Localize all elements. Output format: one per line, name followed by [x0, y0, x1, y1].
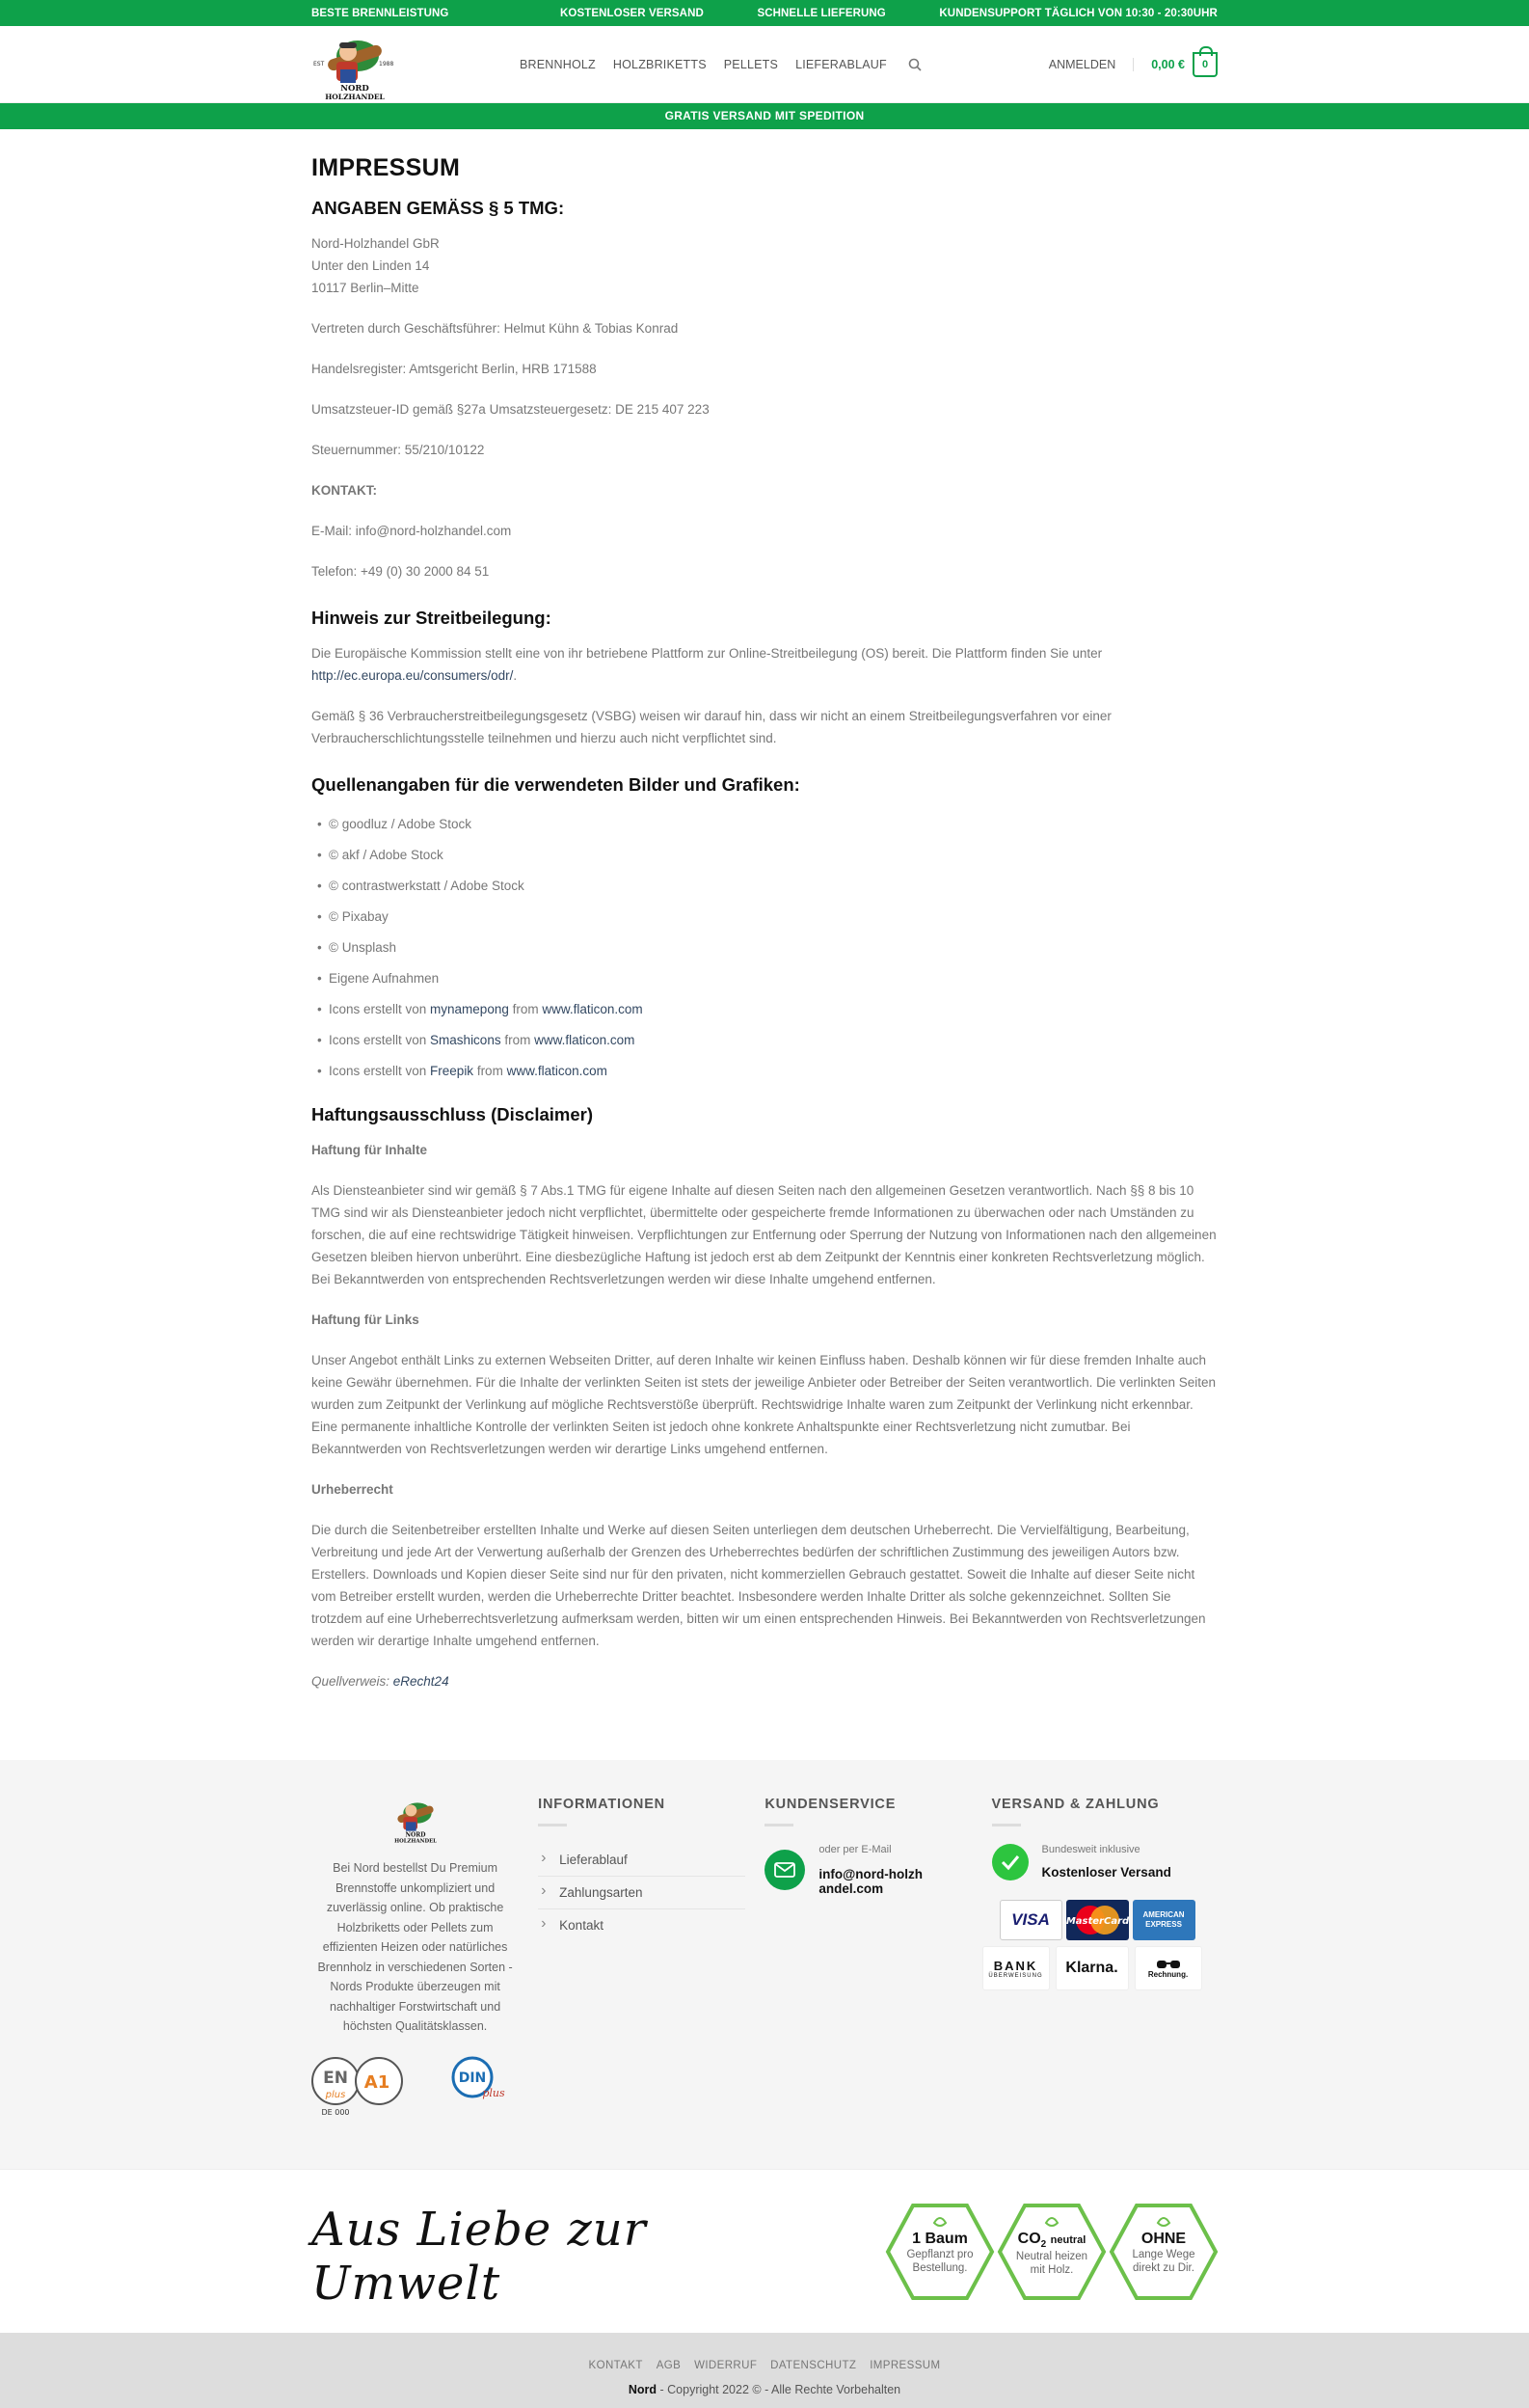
nav-lieferablauf[interactable]: LIEFERABLAUF [795, 58, 887, 71]
main-nav [520, 58, 922, 71]
managing-directors: Vertreten durch Geschäftsführer: Helmut Kühn & Tobias Konrad [311, 321, 679, 336]
copyright [0, 2383, 1529, 2396]
topbar-usp-shipping: KOSTENLOSER VERSAND [560, 7, 704, 19]
klarna-label: Klarna. [1065, 1960, 1118, 1976]
credit-prefix: Icons erstellt von [329, 1064, 431, 1078]
section-tmg-title: ANGABEN GEMÄSS § 5 TMG: [311, 198, 565, 218]
list-item [311, 994, 1218, 1025]
enplus-grade-label: A1 [363, 2071, 390, 2093]
klarna-icon [1056, 1946, 1129, 1990]
hex2-sub: Neutral heizen mit Holz. [1015, 2251, 1088, 2277]
list-item [311, 1056, 1218, 1087]
hex-tree [886, 2204, 994, 2300]
invoice-label: Rechnung. [1147, 1969, 1189, 1979]
footer-logo-icon [387, 1789, 444, 1849]
bottom-link-datenschutz[interactable]: DATENSCHUTZ [770, 2360, 857, 2371]
footer-widgets [0, 1760, 1529, 2169]
invoice-icon [1135, 1946, 1202, 1990]
din-plus-label: plus [482, 2086, 505, 2099]
check-icon [992, 1844, 1029, 1880]
login-link[interactable]: ANMELDEN [1049, 58, 1134, 71]
company-name: Nord-Holzhandel GbR [311, 236, 440, 251]
hex3-title: OHNE [1140, 2231, 1187, 2247]
dispute-title: Hinweis zur Streitbeilegung: [311, 608, 551, 628]
bottom-link-impressum[interactable]: IMPRESSUM [870, 2360, 941, 2371]
hex1-sub: Gepflanzt pro Bestellung. [906, 2249, 974, 2274]
footer-link-zahlungsarten[interactable]: › Zahlungsarten [538, 1877, 745, 1909]
tax-number: Steuernummer: 55/210/10122 [311, 443, 485, 457]
enplus-plus-label: plus [325, 2089, 346, 2100]
credit-prefix: Icons erstellt von [329, 1033, 431, 1047]
footer-link-lieferablauf[interactable]: › Lieferablauf [538, 1844, 745, 1877]
flaticon-link[interactable]: www.flaticon.com [506, 1064, 607, 1078]
shipping-small: Bundesweit inklusive [1041, 1844, 1140, 1855]
dispute-text-body: Die Europäische Kommission stellt eine von ihr betriebene Plattform zur Online-Streitbeilegung (OS) bereit. Die Plattform finden Sie unter [311, 646, 1103, 661]
logo-lumberjack-icon [311, 27, 398, 102]
credit-prefix: Icons erstellt von [329, 1002, 431, 1016]
hex3-sub: Lange Wege direkt zu Dir. [1132, 2249, 1195, 2274]
nav-holzbriketts[interactable]: HOLZBRIKETTS [612, 58, 707, 71]
hex2-neutral: neutral [1050, 2234, 1086, 2246]
service-email-box[interactable] [764, 1844, 972, 1896]
list-item: • © akf / Adobe Stock [311, 840, 1218, 871]
mastercard-label: MasterCard [1065, 1916, 1129, 1927]
eco-slogan: Aus Liebe zur Umwelt [311, 2203, 647, 2311]
service-email-label: oder per E-Mail [818, 1844, 892, 1855]
source-reference [311, 1670, 1218, 1692]
glasses-icon [1156, 1959, 1181, 1970]
visa-icon [1000, 1900, 1062, 1940]
bank-label: BANK [993, 1958, 1038, 1973]
credit-mid: from [508, 1002, 543, 1016]
hex2-subscript: 2 [1040, 2239, 1047, 2251]
company-address [311, 232, 1218, 299]
svg-text:HOLZHANDEL: HOLZHANDEL [325, 93, 385, 101]
cart-icon[interactable]: 0 [1193, 52, 1218, 77]
flaticon-link[interactable]: www.flaticon.com [534, 1033, 635, 1047]
vsbg-text: Gemäß § 36 Verbraucherstreitbeilegungsgesetz (VSBG) weisen wir darauf hin, dass wir nicht an einem Streitbeilegungsverfahren vor einer Verbraucherschlichtungsstelle teilnehmen und hierzu auch nicht verpflichtet sind. [311, 709, 1112, 745]
company-city: 10117 Berlin–Mitte [311, 281, 419, 295]
copyright-title: Urheberrecht [311, 1482, 393, 1497]
copyright-text: Die durch die Seitenbetreiber erstellten Inhalte und Werke auf diesen Seiten unterliegen dem deutschen Urheberrecht. Die Vervielfältigung, Bearbeitung, Verbreitung und jede Art der Verwertung außerhalb der Grenzen des Urheberrechtes bedürfen der schriftlichen Zustimmung des jeweiligen Autors bzw. Erstellers. Downloads und Kopien dieser Seite sind nur für den privaten, nicht kommerziellen Gebrauch gestattet. Soweit die Inhalte auf dieser Seite nicht vom Betreiber erstellt wurden, werden die Urheberrechte Dritter beachtet. Insbesondere werden Inhalte Dritter als solche gekennzeichnet. Sollten Sie trotzdem auf eine Urheberrechtsverletzung aufmerksam werden, bitten wir um einen entsprechenden Hinweis. Bei Bekanntwerden von Rechtsverletzungen werden wir derartige Inhalte umgehend entfernen. [311, 1523, 1206, 1648]
header-account [1049, 52, 1218, 77]
links-liability-title: Haftung für Links [311, 1312, 419, 1327]
shipping-banner: GRATIS VERSAND MIT SPEDITION [0, 103, 1529, 129]
topbar-usp-burn: BESTE BRENNLEISTUNG [311, 7, 449, 19]
credit-mid: from [473, 1064, 507, 1078]
list-item: • Eigene Aufnahmen [311, 963, 1218, 994]
search-icon[interactable] [908, 58, 922, 71]
service-email[interactable]: info@nord-holzhandel.com [818, 1867, 923, 1896]
footer-shipping-payment [988, 1779, 1218, 2118]
eco-band [0, 2169, 1529, 2333]
credit-author-link[interactable]: Freepik [430, 1064, 474, 1078]
contact-email: E-Mail: info@nord-holzhandel.com [311, 524, 512, 538]
top-bar [0, 0, 1529, 26]
amex-label: AMERICAN EXPRESS [1142, 1910, 1185, 1929]
din-plus-badge-icon [447, 2054, 509, 2108]
bank-transfer-icon [982, 1946, 1050, 1990]
main-content [0, 129, 1529, 1692]
divider [992, 1824, 1021, 1826]
list-item: • © goodluz / Adobe Stock [311, 809, 1218, 840]
vat-id: Umsatzsteuer-ID gemäß §27a Umsatzsteuergesetz: DE 215 407 223 [311, 402, 710, 417]
divider [538, 1824, 567, 1826]
svg-text:EST: EST [313, 61, 325, 68]
divider [764, 1824, 793, 1826]
svg-text:HOLZHANDEL: HOLZHANDEL [393, 1838, 437, 1845]
odr-link[interactable]: http://ec.europa.eu/consumers/odr/ [311, 668, 514, 683]
footer-about [311, 1779, 538, 2118]
enplus-code-label: DE 000 [321, 2107, 350, 2117]
credit-author-link[interactable]: mynamepong [430, 1002, 509, 1016]
mail-icon [764, 1850, 805, 1890]
nav-pellets[interactable]: PELLETS [723, 58, 779, 71]
certifications [311, 2054, 519, 2118]
footer-about-text: Bei Nord bestellst Du Premium Brennstoffe unkompliziert und zuverlässig online. Ob praktische Holzbriketts oder Pellets zum effizienten Heizen oder natürliches Brennholz in verschiedenen Sorten - Nords Produkte überzeugen mit nachhaltiger Forstwirtschaft und höchsten Qualitätsklassen. [317, 1861, 513, 2033]
footer-shipping-title: VERSAND & ZAHLUNG [991, 1797, 1160, 1812]
svg-text:1988: 1988 [379, 61, 394, 68]
links-liability-text: Unser Angebot enthält Links zu externen Webseiten Dritter, auf deren Inhalte wir keinen Einfluss haben. Deshalb können wir für diese fremden Inhalte auch keine Gewähr übernehmen. Für die Inhalte der verlinkten Seiten ist stets der jeweilige Anbieter oder Betreiber der Seiten verantwortlich. Die verlinkten Seiten wurden zum Zeitpunkt der Verlinkung auf mögliche Rechtsverstöße überprüft. Rechtswidrige Inhalte waren zum Zeitpunkt der Verlinkung nicht erkennbar. Eine permanente inhaltliche Kontrolle der verlinkten Seiten ist jedoch ohne konkrete Anhaltspunkte einer Rechtsverletzung nicht zumutbar. Bei Bekanntwerden von Rechtsverletzungen werden wir derartige Links umgehend entfernen. [311, 1353, 1216, 1456]
header [0, 26, 1529, 103]
disclaimer-title: Haftungsausschluss (Disclaimer) [311, 1104, 593, 1124]
footer-service [764, 1779, 991, 2118]
hex-ohne [1110, 2204, 1218, 2300]
bottom-link-widerruf[interactable]: WIDERRUF [694, 2360, 758, 2371]
din-label: DIN [458, 2070, 487, 2086]
trade-register: Handelsregister: Amtsgericht Berlin, HRB 171588 [311, 362, 597, 376]
dispute-text [311, 642, 1218, 687]
footer-information [538, 1779, 764, 2118]
svg-text:NORD: NORD [340, 84, 369, 94]
footer-link-kontakt[interactable]: › Kontakt [538, 1909, 745, 1941]
shipping-big: Kostenloser Versand [1041, 1865, 1171, 1880]
nav-brennholz[interactable]: BRENNHOLZ [520, 58, 596, 71]
list-item: • © Pixabay [311, 902, 1218, 933]
hex2-title [998, 2231, 1106, 2250]
hex2-co: CO [1017, 2231, 1041, 2247]
payment-methods-row-1 [1000, 1900, 1218, 1940]
eco-hexagons [886, 2204, 1218, 2300]
payment-methods-row-2 [982, 1946, 1218, 1990]
company-street: Unter den Linden 14 [311, 258, 430, 273]
topbar-usp-delivery: SCHNELLE LIEFERUNG [757, 7, 886, 19]
bottom-links [0, 2356, 1529, 2371]
page-title: IMPRESSUM [311, 154, 461, 181]
flaticon-link[interactable]: www.flaticon.com [542, 1002, 643, 1016]
credit-author-link[interactable]: Smashicons [430, 1033, 501, 1047]
hex1-title: 1 Baum [912, 2231, 968, 2247]
footer-service-title: KUNDENSERVICE [764, 1797, 897, 1812]
copyright-brand: Nord [628, 2383, 657, 2396]
site-logo[interactable] [311, 27, 398, 102]
amex-icon [1133, 1900, 1195, 1940]
topbar-support-hours: KUNDENSUPPORT TÄGLICH VON 10:30 - 20:30UHR [939, 7, 1218, 19]
list-item: • © contrastwerkstatt / Adobe Stock [311, 871, 1218, 902]
footer-info-title: INFORMATIONEN [538, 1797, 665, 1812]
enplus-en-label: EN [323, 2068, 348, 2088]
sources-list [311, 809, 1218, 1087]
content-liability-title: Haftung für Inhalte [311, 1143, 427, 1157]
content-liability-text: Als Diensteanbieter sind wir gemäß § 7 Abs.1 TMG für eigene Inhalte auf diesen Seiten nach den allgemeinen Gesetzen verantwortlich. Nach §§ 8 bis 10 TMG sind wir als Diensteanbieter jedoch nicht verpflichtet, übermittelte oder gespeicherte fremde Informationen zu überwachen oder nach Umständen zu forschen, die auf eine rechtswidrige Tätigkeit hinweisen. Verpflichtungen zur Entfernung oder Sperrung der Nutzung von Informationen nach den allgemeinen Gesetzen bleiben hiervon unberührt. Eine diesbezügliche Haftung ist jedoch erst ab dem Zeitpunkt der Kenntnis einer konkreten Rechtsverletzung möglich. Bei Bekanntwerden von entsprechenden Rechtsverletzungen werden wir diese Inhalte umgehend entfernen. [311, 1183, 1217, 1286]
erecht24-link[interactable]: eRecht24 [392, 1674, 449, 1689]
cart-total[interactable]: 0,00 € [1151, 58, 1185, 71]
mastercard-icon [1066, 1900, 1129, 1940]
enplus-a1-badge-icon [311, 2054, 408, 2118]
list-item: • © Unsplash [311, 933, 1218, 963]
credit-mid: from [500, 1033, 535, 1047]
bottom-bar [0, 2333, 1529, 2408]
bottom-link-agb[interactable]: AGB [656, 2360, 682, 2371]
hex-co2 [998, 2204, 1106, 2300]
sources-title: Quellenangaben für die verwendeten Bilder und Grafiken: [311, 774, 800, 795]
source-reference-label: Quellverweis: [311, 1674, 393, 1689]
bottom-link-kontakt[interactable]: KONTAKT [588, 2360, 643, 2371]
dispute-text-end: . [513, 668, 518, 683]
free-shipping-info [992, 1844, 1218, 1880]
copyright-text: - Copyright 2022 © - Alle Rechte Vorbehalten [657, 2383, 901, 2396]
contact-label: KONTAKT: [311, 483, 377, 498]
svg-text:NORD: NORD [405, 1831, 426, 1839]
footer-info-links [538, 1844, 745, 1941]
contact-phone: Telefon: +49 (0) 30 2000 84 51 [311, 564, 490, 579]
visa-label: VISA [1011, 1910, 1050, 1929]
bank-sub-label: ÜBERWEISUNG [988, 1972, 1043, 1979]
list-item [311, 1025, 1218, 1056]
